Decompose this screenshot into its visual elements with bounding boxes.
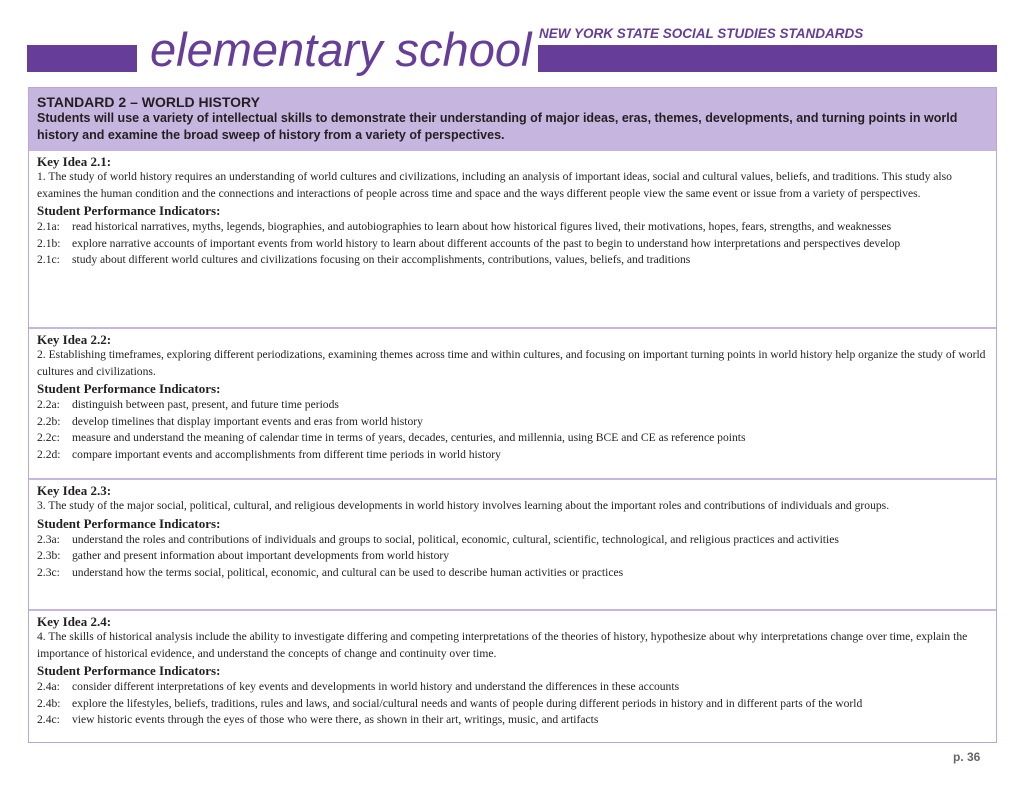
indicator-code: 2.3b: bbox=[37, 549, 61, 562]
standard-header bbox=[29, 88, 996, 151]
key-idea-2-1 bbox=[29, 151, 996, 329]
key-idea-title: Key Idea 2.3: bbox=[37, 483, 112, 498]
indicator-item bbox=[37, 532, 988, 549]
standard-description: Students will use a variety of intellectual skills to demonstrate their understanding of major ideas, eras, themes, developments, and turning points in world history and examine the broad sweep of history from a variety of perspectives. bbox=[37, 111, 958, 142]
indicator-text: study about different world cultures and civilizations focusing on their accomplishments, contributions, values, beliefs, and traditions bbox=[72, 253, 691, 266]
key-idea-2-4 bbox=[29, 611, 996, 742]
indicator-item bbox=[37, 252, 988, 269]
indicator-text: view historic events through the eyes of those who were there, as shown in their art, writings, music, and artifacts bbox=[72, 713, 599, 726]
indicator-text: understand the roles and contributions of individuals and groups to social, political, economic, cultural, scientific, technological, and religious practices and activities bbox=[72, 532, 839, 546]
header-bar-left bbox=[27, 45, 137, 72]
indicator-item bbox=[37, 447, 988, 464]
indicator-item bbox=[37, 236, 988, 253]
indicator-code: 2.4c: bbox=[37, 713, 60, 726]
key-idea-title: Key Idea 2.2: bbox=[37, 332, 112, 347]
indicator-item bbox=[37, 430, 988, 447]
indicator-text: explore the lifestyles, beliefs, traditions, rules and laws, and social/cultural needs and wants of people during different periods in history and in different parts of the world bbox=[72, 696, 863, 710]
key-idea-text: 1. The study of world history requires an understanding of world cultures and civilizations, including an analysis of important ideas, social and cultural values, beliefs, and traditions. This study also examines the human condition and the connections and interactions of people across time and space and the ways different people view the same event or issue from a variety of perspectives. bbox=[37, 170, 952, 200]
indicator-code: 2.2b: bbox=[37, 414, 61, 428]
key-idea-text: 2. Establishing timeframes, exploring different periodizations, examining themes across time and within cultures, and focusing on important turning points in world history help organize the study of world cultures and civilizations. bbox=[37, 348, 986, 378]
key-idea-text: 3. The study of the major social, political, cultural, and religious developments in world history involves learning about the important roles and contributions of individuals and groups. bbox=[37, 499, 890, 512]
indicator-item bbox=[37, 397, 988, 414]
indicator-text: consider different interpretations of key events and developments in world history and understand the differences in these accounts bbox=[72, 680, 680, 693]
standard-box bbox=[28, 87, 997, 743]
indicator-code: 2.2a: bbox=[37, 398, 60, 411]
key-idea-2-3 bbox=[29, 480, 996, 611]
spi-heading: Student Performance Indicators: bbox=[37, 381, 221, 396]
page-number: p. 36 bbox=[953, 750, 981, 764]
indicator-code: 2.3a: bbox=[37, 532, 60, 546]
indicator-text: measure and understand the meaning of calendar time in terms of years, decades, centuries, and millennia, using BCE and CE as reference points bbox=[72, 431, 746, 444]
indicator-code: 2.4b: bbox=[37, 696, 61, 710]
spi-heading: Student Performance Indicators: bbox=[37, 203, 221, 218]
page-title: elementary school bbox=[150, 23, 532, 76]
indicator-item bbox=[37, 679, 988, 696]
indicator-text: gather and present information about important developments from world history bbox=[72, 549, 450, 562]
key-idea-title: Key Idea 2.1: bbox=[37, 154, 112, 169]
standards-title: NEW YORK STATE SOCIAL STUDIES STANDARDS bbox=[539, 26, 864, 41]
indicator-text: compare important events and accomplishments from different time periods in world history bbox=[72, 447, 501, 461]
indicator-item bbox=[37, 565, 988, 582]
indicator-item bbox=[37, 696, 988, 713]
indicator-code: 2.2d: bbox=[37, 447, 61, 461]
spi-heading: Student Performance Indicators: bbox=[37, 515, 221, 531]
indicator-code: 2.1a: bbox=[37, 220, 60, 233]
indicator-item bbox=[37, 712, 988, 729]
header-bar-right bbox=[538, 45, 997, 72]
indicator-code: 2.4a: bbox=[37, 680, 60, 693]
indicator-text: develop timelines that display important events and eras from world history bbox=[72, 414, 423, 428]
spi-heading: Student Performance Indicators: bbox=[37, 663, 221, 678]
standard-title: STANDARD 2 – WORLD HISTORY bbox=[37, 94, 260, 110]
indicator-code: 2.1b: bbox=[37, 236, 61, 250]
indicator-code: 2.2c: bbox=[37, 431, 60, 444]
key-idea-2-2 bbox=[29, 329, 996, 480]
indicator-text: understand how the terms social, political, economic, and cultural can be used to describe human activities or practices bbox=[72, 565, 624, 579]
indicator-item bbox=[37, 219, 988, 236]
indicator-text: distinguish between past, present, and future time periods bbox=[72, 398, 339, 411]
indicator-item bbox=[37, 414, 988, 431]
key-idea-title: Key Idea 2.4: bbox=[37, 614, 112, 629]
indicator-text: explore narrative accounts of important events from world history to learn about different accounts of the past to begin to understand how interpretations and perspectives develop bbox=[72, 236, 901, 250]
indicator-item bbox=[37, 548, 988, 565]
indicator-code: 2.1c: bbox=[37, 253, 60, 266]
key-idea-text: 4. The skills of historical analysis include the ability to investigate differing and competing interpretations of the theories of history, hypothesize about why interpretations change over time, explain the importance of historical evidence, and understand the concepts of change and continuity over time. bbox=[37, 630, 968, 660]
indicator-code: 2.3c: bbox=[37, 565, 60, 579]
indicator-text: read historical narratives, myths, legends, biographies, and autobiographies to learn about how historical figures lived, their motivations, hopes, fears, strengths, and weaknesses bbox=[72, 220, 892, 233]
